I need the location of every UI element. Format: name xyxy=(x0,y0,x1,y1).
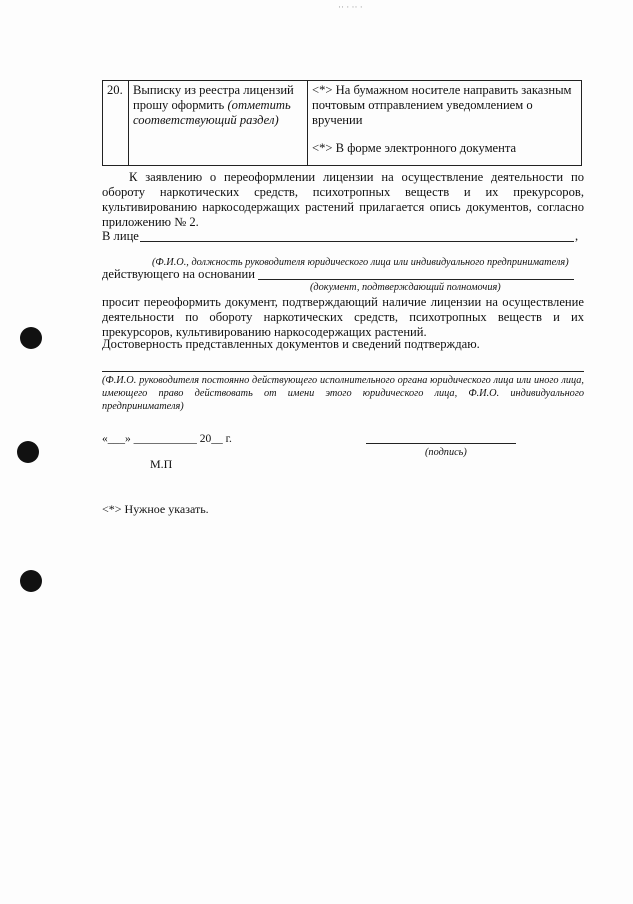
date-field[interactable]: «___» ___________ 20__ г. xyxy=(102,433,232,445)
row-number: 20. xyxy=(103,81,129,166)
signature-field[interactable] xyxy=(366,443,516,444)
acting-basis-field[interactable] xyxy=(258,279,574,280)
row-label xyxy=(129,81,308,166)
row-label-text: Выписку из реестра лицензий прошу оформить xyxy=(133,83,294,112)
acting-hint: (документ, подтверждающий полномочия) xyxy=(310,282,501,293)
table-row xyxy=(103,81,582,166)
acting-label: действующего на основании xyxy=(102,267,255,281)
attachment-paragraph: К заявлению о переоформлении лицензии на осуществление деятельности по обороту наркотических средств, психотропных веществ и их прекурсоров, культивированию наркосодержащих растений прилагается опись документов, согласно приложению № 2. xyxy=(102,170,584,229)
head-name-field[interactable] xyxy=(102,371,584,372)
option-paper[interactable]: <*> На бумажном носителе направить заказным почтовым отправлением уведомлением о вручении xyxy=(312,83,572,127)
punch-hole-top xyxy=(20,327,42,349)
head-hint: (Ф.И.О. руководителя постоянно действующего исполнительного органа юридического лица или иного лица, имеющего право действовать от имени этого юридического лица, Ф.И.О. индивидуального предпринимателя) xyxy=(102,375,584,412)
in-person-label: В лице xyxy=(102,229,139,243)
in-person-hint: (Ф.И.О., должность руководителя юридического лица или индивидуального предпринимателя) xyxy=(152,257,569,268)
option-electronic[interactable]: <*> В форме электронного документа xyxy=(312,141,517,155)
in-person-field[interactable] xyxy=(140,241,574,242)
row-options xyxy=(308,81,582,166)
in-person-comma: , xyxy=(575,229,579,243)
row-label-note: (отметить соответствующий раздел) xyxy=(133,98,291,127)
footnote: <*> Нужное указать. xyxy=(102,502,209,516)
punch-hole-bottom xyxy=(20,570,42,592)
stamp-label: М.П xyxy=(150,457,173,471)
signature-hint: (подпись) xyxy=(425,447,467,458)
confirmation-text: Достоверность представленных документов и сведений подтверждаю. xyxy=(102,337,480,351)
punch-hole-middle xyxy=(17,441,39,463)
scan-mark: ·· · ·· · xyxy=(338,2,363,12)
request-paragraph: просит переоформить документ, подтверждающий наличие лицензии на осуществление деятельности по обороту наркотических средств, психотропных веществ и их прекурсоров, культивированию наркосодержащих растений. xyxy=(102,295,584,339)
extract-format-table xyxy=(102,80,582,166)
